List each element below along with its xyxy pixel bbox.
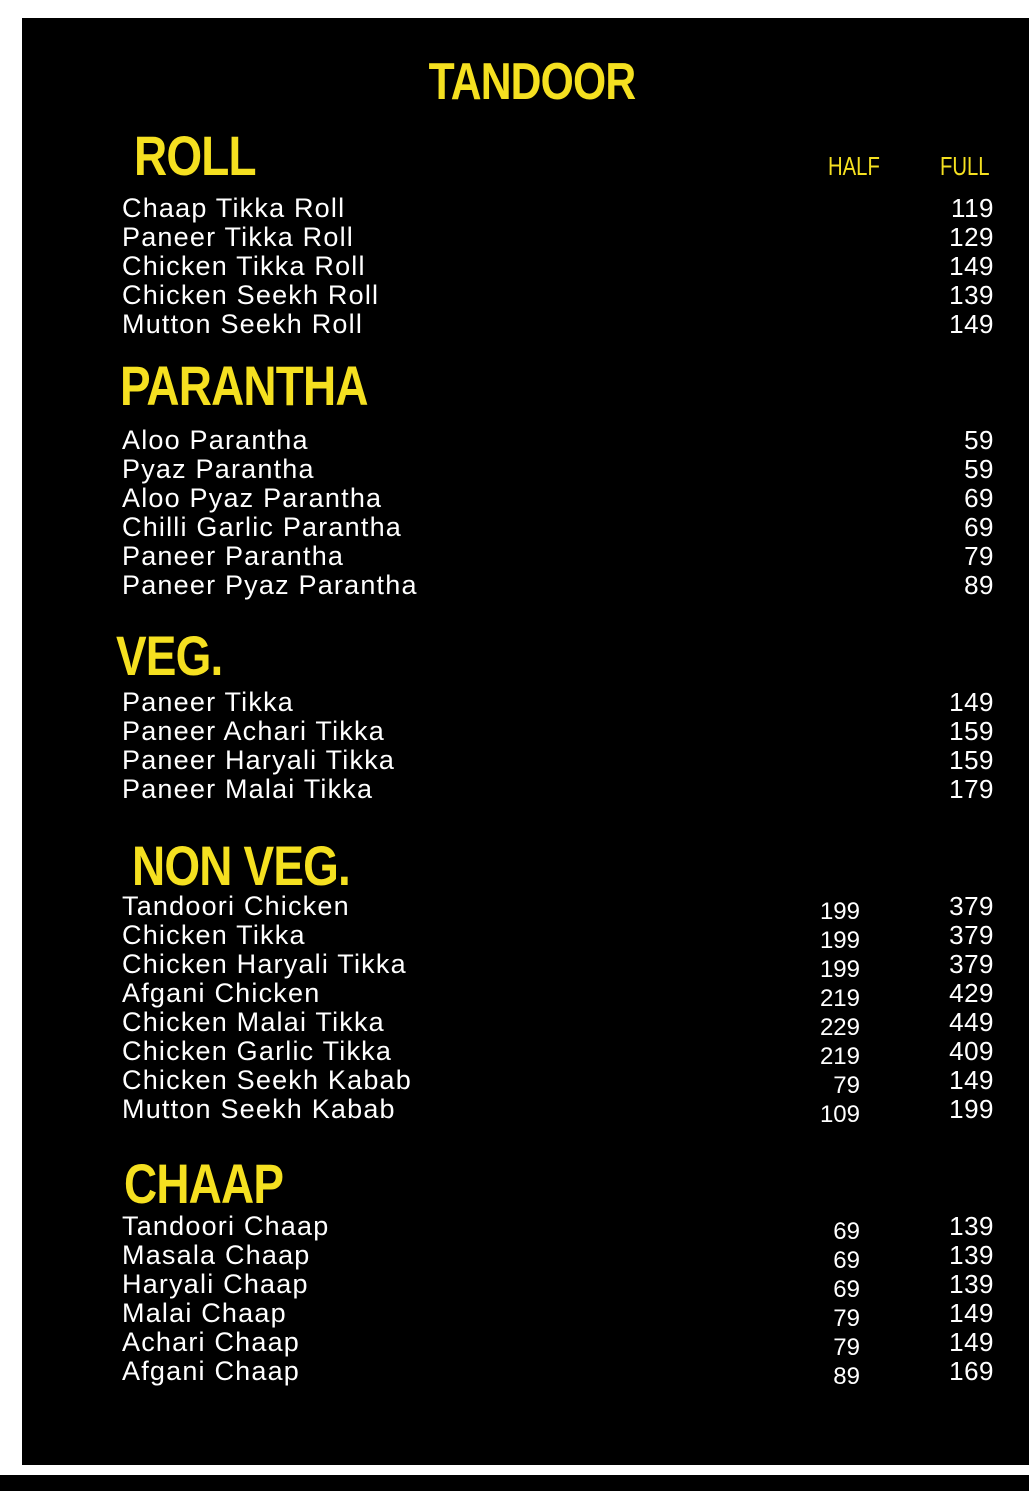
full-price: 139: [949, 1211, 994, 1241]
menu-item-row: [0, 426, 1029, 455]
full-price: 149: [949, 1065, 994, 1095]
menu-item-row: [0, 1327, 1029, 1361]
full-price: 429: [949, 978, 994, 1008]
item-name: Chicken Tikka: [122, 920, 306, 950]
full-price: 199: [949, 1094, 994, 1124]
menu-item-row: [0, 978, 1029, 1012]
item-name: Tandoori Chaap: [122, 1211, 330, 1241]
item-name: Chicken Malai Tikka: [122, 1007, 385, 1037]
menu-item-row: [0, 542, 1029, 571]
item-name: Mutton Seekh Kabab: [122, 1094, 396, 1124]
item-name: Chicken Garlic Tikka: [122, 1036, 393, 1066]
menu-item-row: [0, 223, 1029, 252]
half-price: 219: [819, 1043, 860, 1070]
item-name: Malai Chaap: [122, 1298, 287, 1328]
full-price: 129: [949, 222, 994, 252]
full-price: 159: [949, 745, 994, 775]
menu-item-row: [0, 775, 1029, 804]
full-price: 79: [964, 541, 994, 571]
item-name: Chicken Seekh Roll: [122, 280, 380, 310]
full-price: 149: [949, 687, 994, 717]
menu-item-row: [0, 688, 1029, 717]
item-name: Haryali Chaap: [122, 1269, 309, 1299]
item-name: Achari Chaap: [122, 1327, 300, 1357]
menu-item-row: [0, 455, 1029, 484]
item-name: Paneer Parantha: [122, 541, 345, 571]
full-price: 379: [949, 920, 994, 950]
full-price: 449: [949, 1007, 994, 1037]
item-name: Paneer Tikka: [122, 687, 294, 717]
item-name: Paneer Achari Tikka: [122, 716, 385, 746]
full-price: 409: [949, 1036, 994, 1066]
menu-item-row: [0, 1065, 1029, 1099]
menu-item-row: [0, 571, 1029, 600]
menu-item-row: [0, 920, 1029, 954]
menu-item-row: [0, 891, 1029, 925]
item-name: Chicken Tikka Roll: [122, 251, 366, 281]
menu-item-row: [0, 1007, 1029, 1041]
half-price: 89: [833, 1363, 860, 1390]
item-name: Paneer Tikka Roll: [122, 222, 354, 252]
section-title-nonveg: NON VEG.: [132, 834, 350, 897]
menu-item-row: [0, 484, 1029, 513]
full-price: 89: [964, 570, 994, 600]
half-price: 219: [819, 985, 860, 1012]
item-name: Aloo Parantha: [122, 425, 309, 455]
half-price: 109: [819, 1101, 860, 1128]
menu-item-row: [0, 1269, 1029, 1303]
half-price: 69: [833, 1247, 860, 1274]
half-price: 79: [833, 1305, 860, 1332]
section-title-veg: VEG.: [116, 624, 223, 687]
full-price: 149: [949, 1327, 994, 1357]
full-price: 59: [964, 454, 994, 484]
item-name: Tandoori Chicken: [122, 891, 350, 921]
page-title: TANDOOR: [428, 53, 636, 111]
full-price: 149: [949, 251, 994, 281]
menu-item-row: [0, 281, 1029, 310]
item-name: Paneer Malai Tikka: [122, 774, 374, 804]
item-name: Masala Chaap: [122, 1240, 311, 1270]
menu-item-row: [0, 1298, 1029, 1332]
full-price: 59: [964, 425, 994, 455]
full-price: 179: [949, 774, 994, 804]
menu-item-row: [0, 194, 1029, 223]
half-price: 79: [833, 1334, 860, 1361]
top-margin: [0, 0, 1029, 8]
full-price: 379: [949, 949, 994, 979]
half-price: 229: [819, 1014, 860, 1041]
half-price: 199: [819, 956, 860, 983]
item-name: Mutton Seekh Roll: [122, 309, 364, 339]
item-name: Aloo Pyaz Parantha: [122, 483, 383, 513]
menu-item-row: [0, 1094, 1029, 1128]
full-price: 119: [951, 193, 994, 223]
item-name: Paneer Haryali Tikka: [122, 745, 396, 775]
item-name: Chicken Haryali Tikka: [122, 949, 407, 979]
full-price: 139: [949, 1240, 994, 1270]
full-column-header: FULL: [940, 151, 990, 181]
full-price: 69: [964, 512, 994, 542]
item-name: Chaap Tikka Roll: [122, 193, 346, 223]
item-name: Chilli Garlic Parantha: [122, 512, 402, 542]
item-name: Afgani Chaap: [122, 1356, 301, 1386]
full-price: 139: [949, 280, 994, 310]
section-title-chaap: CHAAP: [124, 1152, 284, 1215]
section-title-roll: ROLL: [134, 124, 256, 187]
menu-item-row: [0, 949, 1029, 983]
menu-item-row: [0, 1036, 1029, 1070]
item-name: Paneer Pyaz Parantha: [122, 570, 418, 600]
item-name: Chicken Seekh Kabab: [122, 1065, 412, 1095]
menu-item-row: [0, 746, 1029, 775]
half-price: 79: [833, 1072, 860, 1099]
menu-item-row: [0, 1240, 1029, 1274]
full-price: 149: [949, 309, 994, 339]
full-price: 69: [964, 483, 994, 513]
item-name: Pyaz Parantha: [122, 454, 315, 484]
menu-item-row: [0, 310, 1029, 339]
full-price: 169: [949, 1356, 994, 1386]
bottom-margin: [0, 1475, 1029, 1491]
full-price: 139: [949, 1269, 994, 1299]
half-price: 69: [833, 1276, 860, 1303]
menu-item-row: [0, 1211, 1029, 1245]
item-name: Afgani Chicken: [122, 978, 321, 1008]
half-price: 199: [819, 898, 860, 925]
half-price: 69: [833, 1218, 860, 1245]
full-price: 379: [949, 891, 994, 921]
full-price: 159: [949, 716, 994, 746]
menu-item-row: [0, 717, 1029, 746]
half-column-header: HALF: [828, 151, 880, 181]
menu-item-row: [0, 513, 1029, 542]
full-price: 149: [949, 1298, 994, 1328]
menu-item-row: [0, 1356, 1029, 1390]
menu-item-row: [0, 252, 1029, 281]
half-price: 199: [819, 927, 860, 954]
section-title-parantha: PARANTHA: [120, 354, 368, 417]
